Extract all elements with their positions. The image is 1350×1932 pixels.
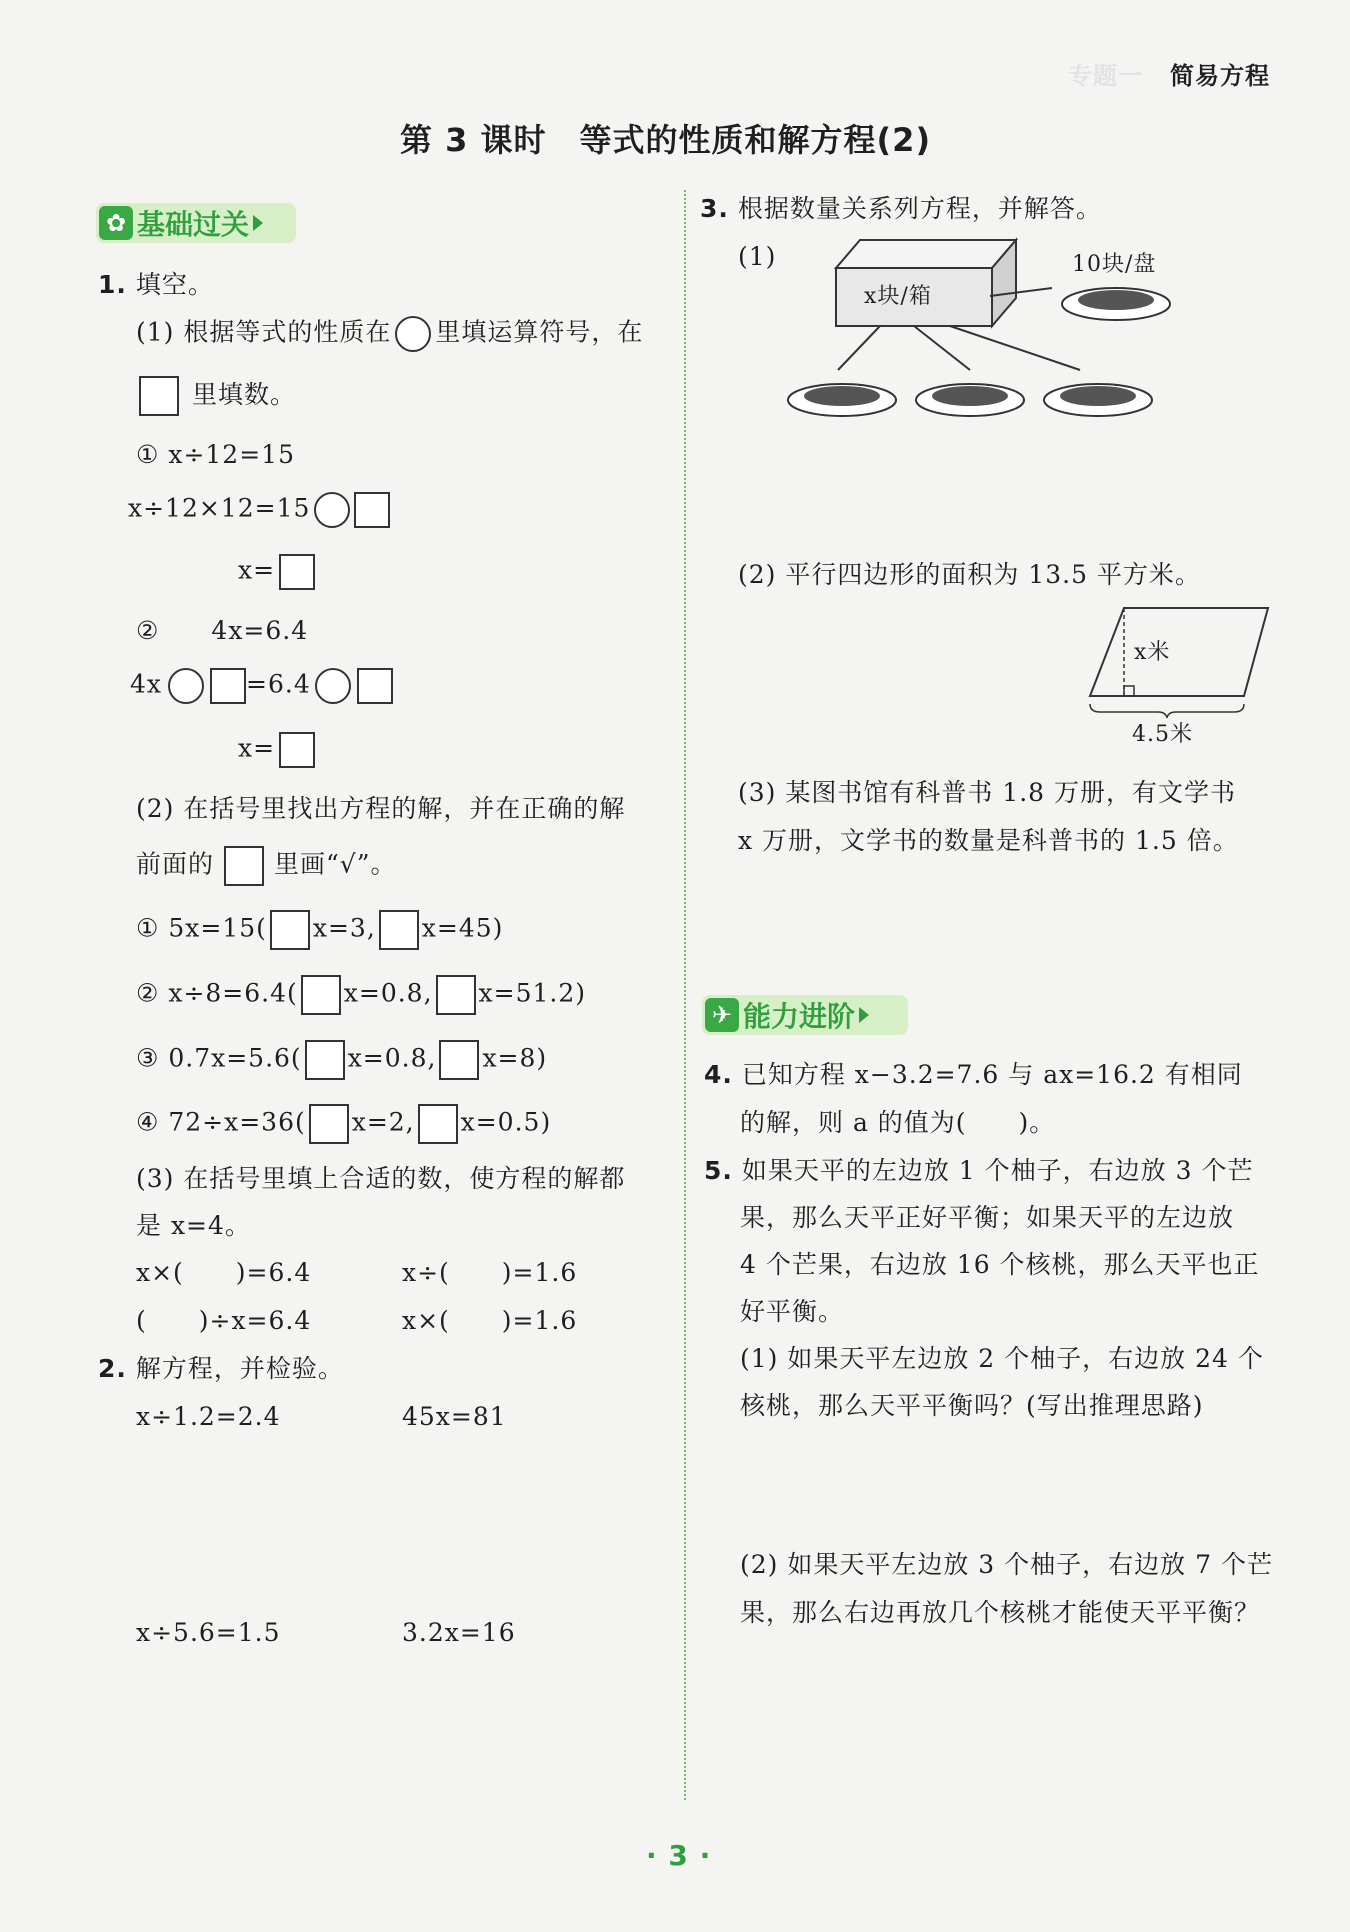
row-option: x=3, [312,913,376,943]
answer-box[interactable] [357,668,393,704]
parallelogram-diagram [1080,600,1280,720]
q5-number: 5. [704,1156,733,1185]
header-unit: 简易方程 [1170,62,1270,90]
answer-circle[interactable] [314,492,350,528]
checkbox[interactable] [439,1040,479,1080]
arrow-icon [253,215,263,231]
section-tag-advanced-label: 能力进阶 [743,1000,856,1033]
answer-box[interactable] [279,732,315,768]
plate-icon [916,384,1024,416]
answer-box[interactable] [279,554,315,590]
q3-p3-line2: x 万册，文学书的数量是科普书的 1.5 倍。 [738,826,1239,855]
q4-line1 [704,1062,1243,1087]
row-option: x=45) [421,913,504,943]
gear-icon: ✿ [99,206,133,240]
checkbox[interactable] [379,910,419,950]
q1-fill-2: x÷( )=1.6 [402,1258,578,1287]
q1-e2-result [238,732,315,768]
q1-row2 [136,975,586,1015]
box-label: x块/箱 [864,284,932,309]
checkbox[interactable] [436,975,476,1015]
q1-line [98,272,214,297]
row-text: ③ 0.7x=5.6( [136,1043,302,1073]
section-tag-basic [96,203,296,243]
q1-p2-text-c: 里画“√”。 [274,849,397,879]
q1-p3-line2: 是 x=4。 [136,1211,251,1240]
q1-p2-line1: (2) 在括号里找出方程的解，并在正确的解 [136,794,626,823]
checkbox[interactable] [301,975,341,1015]
q1-e2: ② 4x=6.4 [136,616,309,645]
answer-circle[interactable] [395,316,431,352]
q2-number: 2. [98,1354,127,1383]
q2-eq-2: 45x=81 [402,1402,507,1431]
q1-fill-3: ( )÷x=6.4 [136,1306,312,1335]
box-icon [836,240,1016,326]
q5-sub1-line1: (1) 如果天平左边放 2 个柚子，右边放 24 个 [740,1344,1264,1373]
q1-number: 1. [98,270,127,299]
checkbox[interactable] [270,910,310,950]
q3-line [700,196,1102,221]
q3-p3-line1: (3) 某图书馆有科普书 1.8 万册，有文学书 [738,778,1237,807]
q1-row4 [136,1104,551,1144]
row-option: x=0.8, [343,978,433,1008]
q2-eq-1: x÷1.2=2.4 [136,1402,281,1431]
q3-number: 3. [700,194,729,223]
q1-e2-step-a: 4x [130,669,163,699]
q3-p1: (1) [738,242,777,271]
checkbox[interactable] [305,1040,345,1080]
plate-icon [1062,288,1170,320]
q1-p2-line2 [136,846,397,886]
q1-p3-line1: (3) 在括号里填上合适的数，使方程的解都 [136,1164,626,1193]
q1-p1-text-a: (1) 根据等式的性质在 [136,317,392,347]
q1-e1-result-text: x= [238,555,276,585]
answer-circle[interactable] [168,668,204,704]
page-title: 第 3 课时 等式的性质和解方程(2) [400,121,932,159]
q1-fill-4: x×( )=1.6 [402,1306,578,1335]
q4-number: 4. [704,1060,733,1089]
q5-line2: 果，那么天平正好平衡；如果天平的左边放 [740,1203,1235,1232]
q1-e2-result-text: x= [238,733,276,763]
section-tag-advanced [702,995,908,1035]
q1-p1-line [136,316,643,352]
q4-line2: 的解，则 a 的值为( )。 [740,1108,1056,1137]
q1-e1-step-text: x÷12×12=15 [128,493,311,523]
q5-sub1-line2: 核桃，那么天平平衡吗？(写出推理思路) [740,1391,1204,1420]
answer-box[interactable] [139,376,179,416]
q2-eq-4: 3.2x=16 [402,1618,516,1647]
q1-row3 [136,1040,547,1080]
section-tag-basic-label: 基础过关 [137,208,250,241]
q1-e1-step [128,492,390,528]
row-option: x=51.2) [478,978,587,1008]
q5-sub2-line1: (2) 如果天平左边放 3 个柚子，右边放 7 个芒 [740,1550,1273,1579]
q5-sub2-line2: 果，那么右边再放几个核桃才能使天平平衡？ [740,1598,1261,1627]
q2-line [98,1356,344,1381]
q3-text: 根据数量关系列方程，并解答。 [737,194,1102,223]
q1-e1: ① x÷12=15 [136,440,295,469]
row-text: ① 5x=15( [136,913,267,943]
q1-p1-line2 [136,376,296,416]
header-faded-unit: 专题一 [1068,62,1143,90]
q1-p2-text-b: 前面的 [136,849,215,879]
q1-e2-step-b: =6.4 [246,669,311,699]
answer-box[interactable] [210,668,246,704]
checkbox[interactable] [309,1104,349,1144]
height-label: x米 [1134,640,1171,665]
checkbox[interactable] [418,1104,458,1144]
q1-text: 填空。 [135,270,214,299]
plate-icon [788,384,896,416]
q5-line3: 4 个芒果，右边放 16 个核桃，那么天平也正 [740,1250,1260,1279]
q4-text-1: 已知方程 x−3.2=7.6 与 ax=16.2 有相同 [741,1060,1243,1089]
row-option: x=0.5) [460,1107,552,1137]
q1-p1-text-c: 里填数。 [192,379,297,409]
column-divider [684,190,686,1800]
base-label: 4.5米 [1132,722,1193,747]
q2-eq-3: x÷5.6=1.5 [136,1618,281,1647]
row-text: ④ 72÷x=36( [136,1107,306,1137]
page-number: · 3 · [646,1839,712,1872]
arrow-icon [859,1007,869,1023]
row-option: x=2, [351,1107,415,1137]
runner-icon: ✈ [705,998,739,1032]
q1-e2-step [130,668,393,704]
q2-text: 解方程，并检验。 [135,1354,344,1383]
row-option: x=0.8, [347,1043,437,1073]
row-text: ② x÷8=6.4( [136,978,298,1008]
q1-p1-text-b: 里填运算符号，在 [435,317,644,347]
plate-icon [1044,384,1152,416]
q5-line1 [704,1158,1253,1183]
answer-box[interactable] [224,846,264,886]
q5-text-1: 如果天平的左边放 1 个柚子，右边放 3 个芒 [741,1156,1254,1185]
q1-e1-result [238,554,315,590]
answer-box[interactable] [354,492,390,528]
q3-p2: (2) 平行四边形的面积为 13.5 平方米。 [738,560,1201,589]
q5-line4: 好平衡。 [740,1297,845,1326]
row-option: x=8) [482,1043,548,1073]
plate-label: 10块/盘 [1072,252,1157,277]
answer-circle[interactable] [315,668,351,704]
q1-row1 [136,910,503,950]
q1-fill-1: x×( )=6.4 [136,1258,312,1287]
